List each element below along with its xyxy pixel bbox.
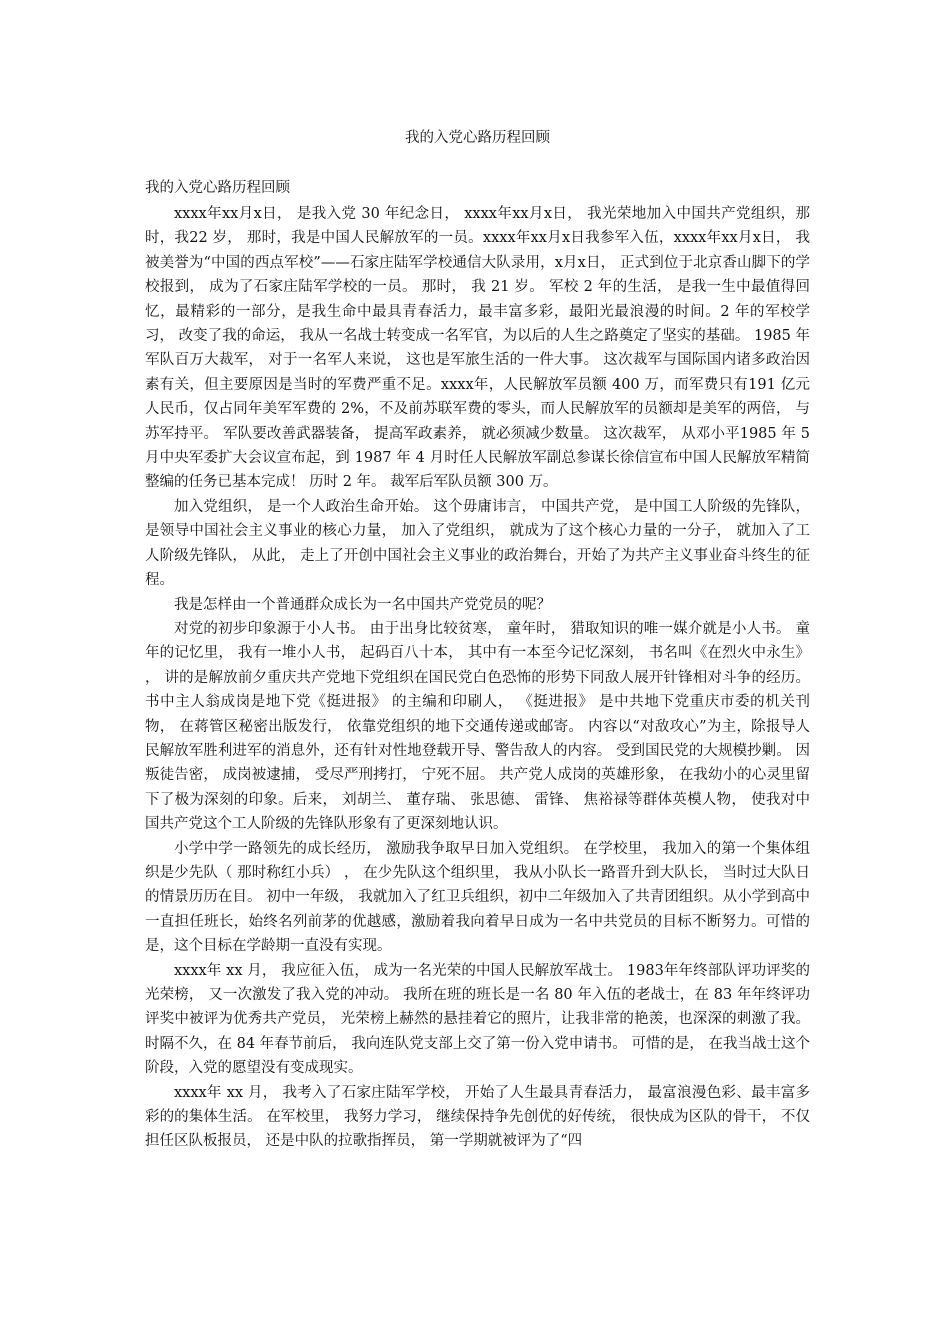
document-page: [145, 128, 810, 1154]
paragraph-3: 我是怎样由一个普通群众成长为一名中国共产党党员的呢？: [174, 596, 551, 613]
document-title: 我的入党心路历程回顾: [405, 130, 550, 146]
paragraph-6: xxxx年 xx 月， 我应征入伍， 成为一名光荣的中国人民解放军战士。 1983年年终部队评功评奖的光荣榜， 又一次激发了我入党的冲动。 我所在班的班长是一名 80 年入伍的老战士，在 83 年年终评功评奖中被评为优秀共产党员， 光荣榜上赫然的悬挂着它的照片，让我非常的艳羡，也深深的刺激了我。时隔不久，在 84 年春节前后， 我向连队党支部上交了第一份入党申请书。 可惜的是， 在我当战士这个阶段，入党的愿望没有变成现实。: [145, 962, 810, 1077]
paragraph-7: xxxx年 xx 月， 我考入了石家庄陆军学校， 开始了人生最具青春活力， 最富浪漫色彩、最丰富多彩的的集体生活。 在军校里， 我努力学习， 继续保持争先创优的好传统， 很快成为区队的骨干， 不仅担任区队板报员， 还是中队的拉歌指挥员， 第一学期就被评为了“四: [145, 1084, 810, 1150]
paragraph-2: 加入党组织， 是一个人政治生命开始。 这个毋庸讳言， 中国共产党， 是中国工人阶级的先锋队， 是领导中国社会主义事业的核心力量， 加入了党组织， 就成为了这个核心力量的一分子， 就加入了工人阶级先锋队， 从此， 走上了开创中国社会主义事业的政治舞台，开始了为共产主义事业奋斗终生的征程。: [145, 498, 810, 589]
document-subtitle: 我的入党心路历程回顾: [145, 180, 290, 196]
paragraph-1: xxxx年xx月x日， 是我入党 30 年纪念日， xxxx年xx月x日， 我光荣地加入中国共产党组织，那时，我22 岁， 那时，我是中国人民解放军的一员。xxxx年xx月x日我参军入伍，xxxx年xx月x日， 我被美誉为“中国的西点军校”——石家庄陆军学校通信大队录用，x月x日， 正式到位于北京香山脚下的学校报到， 成为了石家庄陆军学校的一员。 那时， 我 21 岁。 军校 2 年的生活， 是我一生中最值得回忆，最精彩的一部分，是我生命中最具青春活力，最丰富多彩，最阳光最浪漫的时间。2 年的军校学习， 改变了我的命运， 我从一名战士转变成一名军官，为以后的人生之路奠定了坚实的基础。 1985 年军队百万大裁军， 对于一名军人来说， 这也是军旅生活的一件大事。 这次裁军与国际国内诸多政治因素有关，但主要原因是当时的军费严重不足。xxxx年，人民解放军员额 400 万，而军费只有191 亿元人民币，仅占同年美军军费的 2%，不及前苏联军费的零头，而人民解放军的员额却是美军的两倍， 与苏军持平。 军队要改善武器装备， 提高军政素养， 就必须减少数量。 这次裁军， 从邓小平1985 年 5 月中央军委扩大会议宣布起，到 1987 年 4 月时任人民解放军副总参谋长徐信宣布中国人民解放军精简整编的任务已基本完成！ 历时 2 年。 裁军后军队员额 300 万。: [145, 206, 810, 491]
paragraph-4: 对党的初步印象源于小人书。 由于出身比较贫寒， 童年时， 猎取知识的唯一媒介就是小人书。 童年的记忆里， 我有一堆小人书， 起码百八十本， 其中有一本至今记忆深刻， 书名叫《在烈火中永生》 ， 讲的是解放前夕重庆共产党地下党组织在国民党白色恐怖的形势下同敌人展开针锋相对斗争的经历。 书中主人翁成岗是地下党《挺进报》 的主编和印刷人， 《挺进报》 是中共地下党重庆市委的机关刊物， 在蒋管区秘密出版发行， 依靠党组织的地下交通传递或邮寄。 内容以“对敌攻心”为主，除报导人民解放军胜利进军的消息外，还有针对性地登载开导、警告敌人的内容。 受到国民党的大规模抄剿。 因叛徒告密， 成岗被逮捕， 受尽严刑拷打， 宁死不屈。 共产党人成岗的英雄形象， 在我幼小的心灵里留下了极为深刻的印象。后来， 刘胡兰、 董存瑞、 张思德、 雷锋、 焦裕禄等群体英模人物， 使我对中国共产党这个工人阶级的先锋队形象有了更深刻地认识。: [145, 620, 810, 833]
paragraph-5: 小学中学一路领先的成长经历， 激励我争取早日加入党组织。 在学校里， 我加入的第一个集体组织是少先队（ 那时称红小兵） ， 在少先队这个组织里， 我从小队长一路晋升到大队长， 当时过大队日的情景历历在目。 初中一年级， 我就加入了红卫兵组织，初中二年级加入了共青团组织。从小学到高中一直担任班长，始终名列前茅的优越感，激励着我向着早日成为一名中共党员的目标不断努力。可惜的是，这个目标在学龄期一直没有实现。: [145, 840, 810, 955]
